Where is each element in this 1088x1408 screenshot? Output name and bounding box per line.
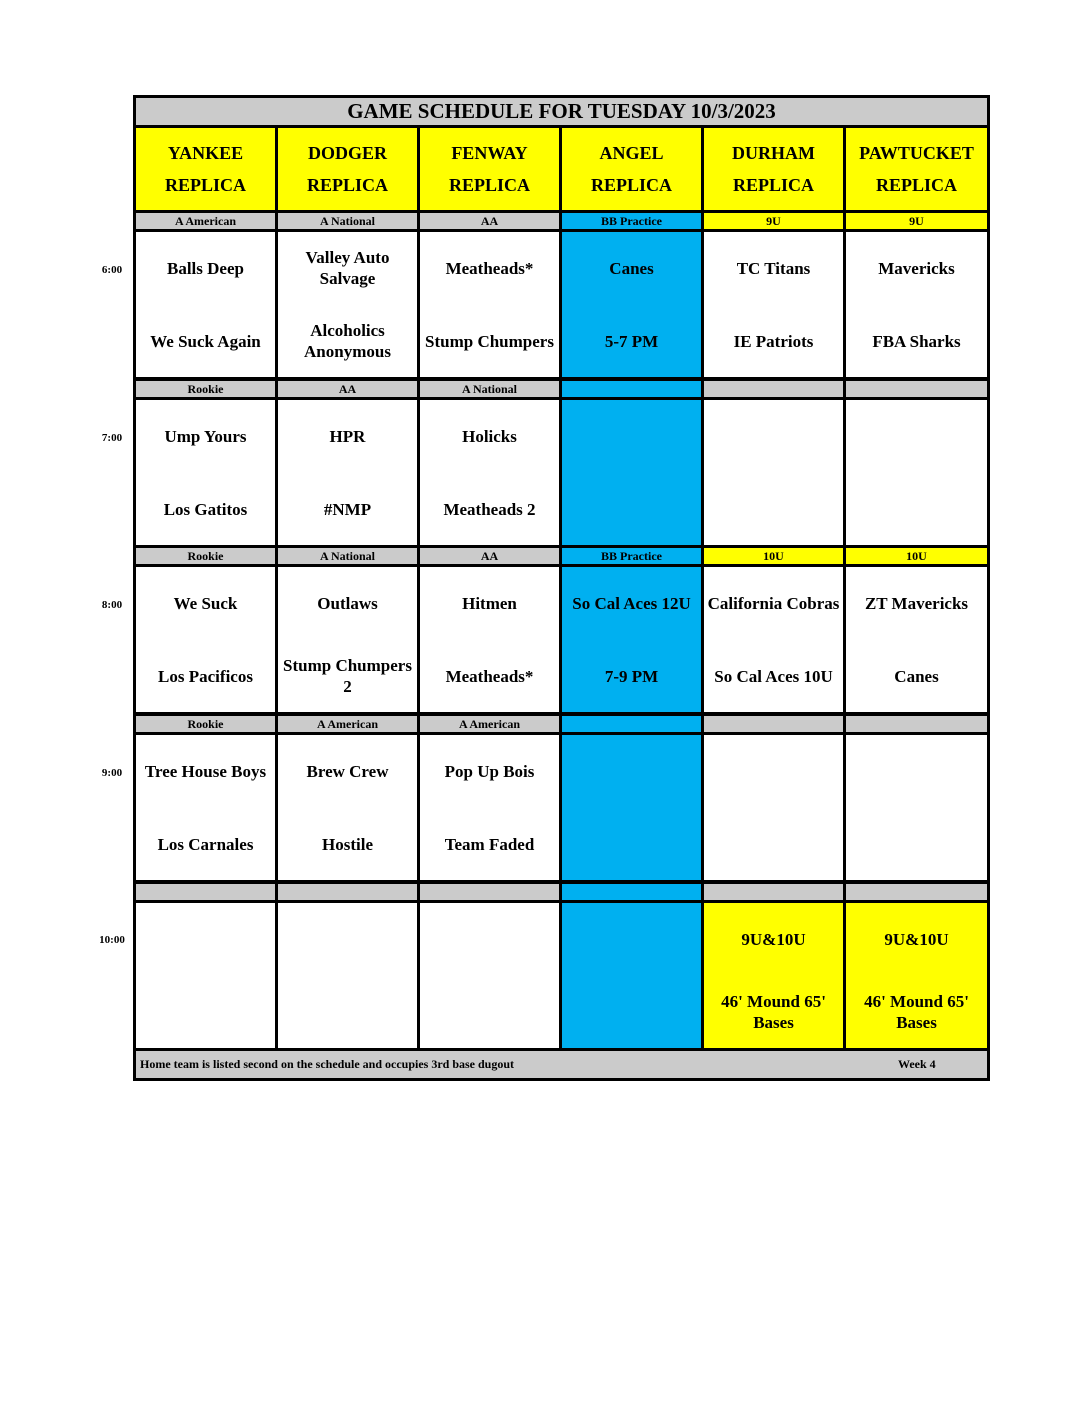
- field-name: PAWTUCKET: [859, 143, 974, 163]
- game-cell: [846, 400, 987, 545]
- footer-bar: [136, 1051, 987, 1078]
- time-label: 8:00: [101, 599, 123, 611]
- division-label: [562, 381, 701, 397]
- game-cell: [420, 903, 559, 1048]
- away-team: We Suck: [173, 593, 238, 613]
- field-suffix: REPLICA: [164, 175, 246, 195]
- field-suffix: REPLICA: [448, 175, 530, 195]
- field-name: FENWAY: [451, 143, 528, 163]
- game-cell: [136, 567, 275, 712]
- schedule-title: GAME SCHEDULE FOR TUESDAY 10/3/2023: [136, 98, 987, 125]
- game-cell: [562, 232, 701, 377]
- division-label: [562, 884, 701, 900]
- week-label: Week 4: [898, 1057, 936, 1071]
- field-name: ANGEL: [599, 143, 664, 163]
- division-label: A American: [136, 213, 275, 229]
- field-suffix: REPLICA: [875, 175, 957, 195]
- away-team: TC Titans: [736, 258, 811, 278]
- division-label: 9U: [846, 213, 987, 229]
- game-cell: [846, 567, 987, 712]
- home-team: We Suck Again: [150, 331, 261, 351]
- away-team: [704, 400, 843, 472]
- division-label: [704, 884, 843, 900]
- game-cell: [562, 400, 701, 545]
- home-team: [704, 473, 843, 545]
- game-cell: [136, 232, 275, 377]
- field-header: [420, 128, 559, 210]
- home-team: Los Pacificos: [158, 666, 253, 686]
- away-team: Balls Deep: [167, 258, 244, 278]
- game-cell: [420, 400, 559, 545]
- division-label: 10U: [846, 548, 987, 564]
- division-label: BB Practice: [562, 213, 701, 229]
- division-label: A National: [420, 381, 559, 397]
- game-cell: [704, 903, 843, 1048]
- division-label: BB Practice: [562, 548, 701, 564]
- division-label: 10U: [704, 548, 843, 564]
- game-cell: [278, 567, 417, 712]
- game-cell: [420, 232, 559, 377]
- field-name: DURHAM: [732, 143, 815, 163]
- away-team: Tree House Boys: [144, 761, 267, 781]
- home-team: Stump Chumpers: [425, 331, 554, 351]
- away-team: So Cal Aces 12U: [572, 593, 691, 613]
- game-cell: [420, 567, 559, 712]
- game-cell: [704, 567, 843, 712]
- division-label: [846, 716, 987, 732]
- home-team: [420, 976, 559, 1048]
- time-label: 9:00: [101, 767, 123, 779]
- home-team: IE Patriots: [733, 331, 814, 351]
- game-cell: [562, 903, 701, 1048]
- home-team: [846, 808, 987, 880]
- field-header: [136, 128, 275, 210]
- game-cell: [562, 735, 701, 880]
- away-team: ZT Mavericks: [864, 593, 969, 613]
- field-suffix: REPLICA: [306, 175, 388, 195]
- field-name: DODGER: [307, 143, 387, 163]
- home-team: Los Carnales: [157, 834, 254, 854]
- away-team: California Cobras: [707, 593, 840, 613]
- division-label: [846, 381, 987, 397]
- field-header: [846, 128, 987, 210]
- game-cell: [704, 735, 843, 880]
- field-suffix: REPLICA: [732, 175, 814, 195]
- game-cell: [278, 735, 417, 880]
- game-cell: [136, 735, 275, 880]
- away-team: Holicks: [462, 426, 517, 446]
- away-team: [562, 903, 701, 975]
- home-team: [846, 473, 987, 545]
- game-cell: [704, 400, 843, 545]
- game-cell: [278, 232, 417, 377]
- game-cell: [562, 567, 701, 712]
- home-team: 46' Mound 65' Bases: [864, 992, 969, 1032]
- division-label: AA: [420, 548, 559, 564]
- away-team: [562, 400, 701, 472]
- away-team: [562, 735, 701, 807]
- home-team: So Cal Aces 10U: [714, 666, 833, 686]
- home-team: [562, 808, 701, 880]
- home-team: 46' Mound 65' Bases: [721, 992, 826, 1032]
- game-cell: [278, 903, 417, 1048]
- home-team: 7-9 PM: [604, 666, 659, 686]
- division-label: A National: [278, 548, 417, 564]
- away-team: [420, 903, 559, 975]
- home-team: [562, 473, 701, 545]
- time-label: 6:00: [101, 264, 123, 276]
- away-team: Canes: [609, 258, 654, 278]
- home-team: #NMP: [323, 499, 372, 519]
- away-team: [278, 903, 417, 975]
- away-team: Pop Up Bois: [444, 761, 535, 781]
- division-label: A American: [420, 716, 559, 732]
- away-team: Brew Crew: [306, 761, 389, 781]
- footer-note: Home team is listed second on the schedule and occupies 3rd base dugout: [140, 1057, 515, 1071]
- division-label: [846, 884, 987, 900]
- away-team: [846, 735, 987, 807]
- division-label: [704, 716, 843, 732]
- game-cell: [846, 232, 987, 377]
- home-team: Meatheads 2: [443, 499, 536, 519]
- home-team: Canes: [894, 666, 939, 686]
- away-team: Hitmen: [462, 593, 517, 613]
- home-team: Team Faded: [444, 834, 535, 854]
- away-team: 9U&10U: [741, 929, 806, 949]
- division-label: Rookie: [136, 548, 275, 564]
- home-team: [704, 808, 843, 880]
- division-label: [278, 884, 417, 900]
- away-team: [136, 903, 275, 975]
- division-label: 9U: [704, 213, 843, 229]
- division-label: AA: [420, 213, 559, 229]
- game-cell: [278, 400, 417, 545]
- away-team: Ump Yours: [164, 426, 247, 446]
- home-team: Stump Chumpers 2: [283, 656, 412, 696]
- game-cell: [136, 903, 275, 1048]
- home-team: Los Gatitos: [163, 499, 248, 519]
- division-label: Rookie: [136, 716, 275, 732]
- division-label: [420, 884, 559, 900]
- division-label: AA: [278, 381, 417, 397]
- field-suffix: REPLICA: [590, 175, 672, 195]
- time-label: 7:00: [101, 432, 123, 444]
- away-team: Meatheads*: [445, 258, 534, 278]
- home-team: Alcoholics Anonymous: [304, 321, 391, 361]
- home-team: FBA Sharks: [872, 331, 961, 351]
- home-team: [562, 976, 701, 1048]
- away-team: Mavericks: [878, 258, 955, 278]
- home-team: [278, 976, 417, 1048]
- away-team: Outlaws: [317, 593, 378, 613]
- schedule-table: [133, 95, 990, 1081]
- division-label: [562, 716, 701, 732]
- away-team: HPR: [329, 426, 366, 446]
- away-team: [704, 735, 843, 807]
- field-name: YANKEE: [167, 143, 244, 163]
- away-team: 9U&10U: [884, 929, 949, 949]
- game-cell: [136, 400, 275, 545]
- division-label: [136, 884, 275, 900]
- game-cell: [846, 735, 987, 880]
- game-cell: [420, 735, 559, 880]
- home-team: [136, 976, 275, 1048]
- game-cell: [704, 232, 843, 377]
- field-header: [278, 128, 417, 210]
- home-team: Hostile: [322, 834, 373, 854]
- field-header: [704, 128, 843, 210]
- division-label: A National: [278, 213, 417, 229]
- away-team: [846, 400, 987, 472]
- home-team: 5-7 PM: [604, 331, 659, 351]
- home-team: Meatheads*: [445, 666, 534, 686]
- division-label: Rookie: [136, 381, 275, 397]
- division-label: A American: [278, 716, 417, 732]
- away-team: Valley Auto Salvage: [305, 248, 390, 288]
- game-cell: [846, 903, 987, 1048]
- division-label: [704, 381, 843, 397]
- time-label: 10:00: [99, 934, 125, 946]
- field-header: [562, 128, 701, 210]
